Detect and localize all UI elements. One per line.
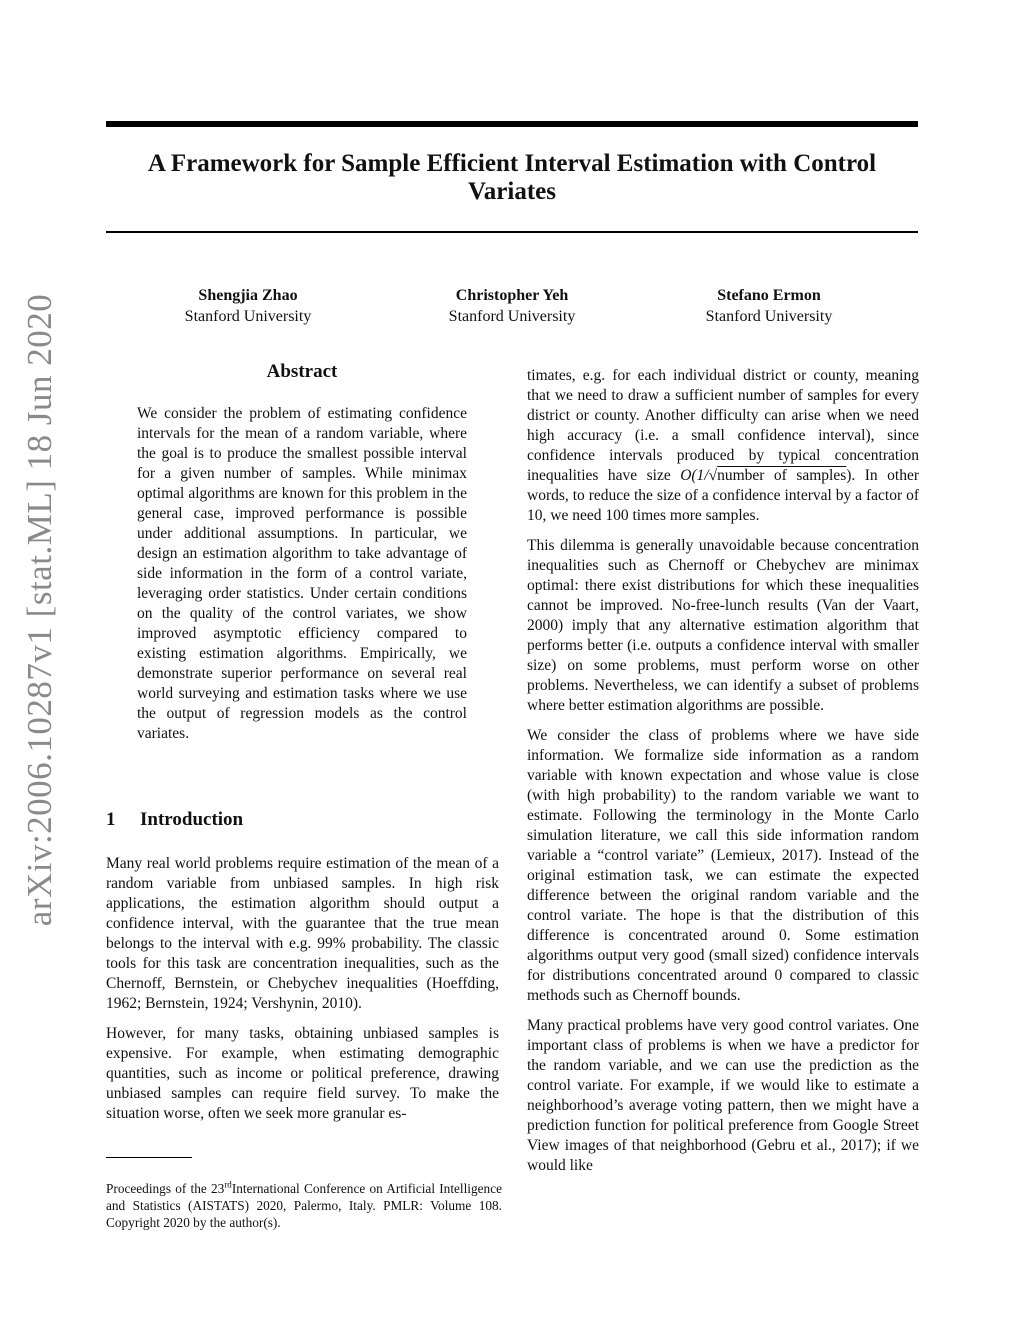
- author-affiliation: Stanford University: [184, 308, 312, 325]
- author-name: Stefano Ermon: [717, 287, 821, 304]
- right-column: [527, 366, 919, 1186]
- intro-paragraph-1: Many real world problems require estimation of the mean of a random variable from unbiased samples. In high risk applications, the estimation algorithm should output a confidence interval, with the guarantee that the true mean belongs to the interval with e.g. 99% probability. The classic tools for this task are concentration inequalities, such as the Chernoff, Bernstein, or Chebychev inequalities (Hoeffding, 1962; Bernstein, 1924; Vershynin, 2010).: [106, 855, 499, 1012]
- title-bottom-rule: [106, 231, 918, 233]
- paper-title: A Framework for Sample Efficient Interval Estimation with Control Variates: [147, 150, 877, 205]
- arxiv-stamp: arXiv:2006.10287v1 [stat.ML] 18 Jun 2020: [20, 293, 59, 927]
- complexity-formula: O(1/√number of samples): [680, 467, 852, 484]
- right-paragraph-1: timates, e.g. for each individual district or county, meaning that we need to draw a sufficient number of samples for every district or county. Another difficulty can arise when we need high accuracy (i.e. a small confidence interval), since confidence intervals produced by typical concentration inequalities have size O(1/√number of samples). In other words, to reduce the size of a confidence interval by a factor of 10, we need 100 times more samples.: [527, 367, 919, 524]
- author-2: [392, 285, 632, 327]
- author-affiliation: Stanford University: [705, 308, 833, 325]
- abstract-text: We consider the problem of estimating confidence intervals for the mean of a random variable, where the goal is to produce the smallest possible interval for a given number of samples. While minimax optimal algorithms are known for this problem in the general case, improved performance is possible under additional assumptions. In particular, we design an estimation algorithm to take advantage of side information in the form of a control variate, leveraging order statistics. Under certain conditions on the quality of the control variates, we show improved asymptotic efficiency compared to existing estimation algorithms. Empirically, we demonstrate superior performance on several real world surveying and estimation tasks where we use the output of regression models as the control variates.: [137, 405, 467, 742]
- author-name: Shengjia Zhao: [198, 287, 298, 304]
- section-title: Introduction: [140, 809, 244, 830]
- right-paragraph-3: We consider the class of problems where we have side information. We formalize side information as a random variable with known expectation and whose value is close (with high probability) to the random variable we want to estimate. Following the terminology in the Monte Carlo simulation literature, we call this side information random variable a “control variate” (Lemieux, 2017). Instead of the original estimation task, we can estimate the expected difference between the original random variable and the control variate. The hope is that the distribution of this difference is concentrated around 0. Some estimation algorithms output very good (small sized) confidence intervals for distributions concentrated around 0 compared to classic methods such as Chernoff bounds.: [527, 727, 919, 1004]
- abstract-heading: Abstract: [266, 361, 338, 382]
- introduction-section: [106, 810, 499, 1134]
- author-1: [128, 285, 368, 327]
- abstract-section: [137, 362, 467, 754]
- right-paragraph-4: Many practical problems have very good control variates. One important class of problems is when we have a predictor for the random variable, and we can use the prediction as the control variate. For example, if we would like to estimate a neighborhood’s average voting pattern, then we might have a prediction function for political preference from Google Street View images of that neighborhood (Gebru et al., 2017); if we would like: [527, 1017, 919, 1174]
- right-paragraph-2: This dilemma is generally unavoidable because concentration inequalities such as Chernoff or Chebychev are minimax optimal: there exist distributions for which these inequalities cannot be improved. No-free-lunch results (Van der Vaart, 2000) imply that any alternative estimation algorithm that performs better (i.e. outputs a confidence interval with smaller size) on some problems, must perform worse on other problems. Nevertheless, we can identify a subset of problems where better estimation algorithms are possible.: [527, 537, 919, 714]
- section-number: 1: [106, 809, 116, 830]
- footnote: Proceedings of the 23rdInternational Conference on Artificial Intelligence and Statistics (AISTATS) 2020, Palermo, Italy. PMLR: Volume 108. Copyright 2020 by the author(s).: [106, 1179, 502, 1230]
- section-heading: [106, 810, 499, 830]
- title-top-rule: [106, 121, 918, 127]
- footnote-rule: [106, 1157, 192, 1158]
- author-block: [106, 285, 918, 335]
- intro-paragraph-2: However, for many tasks, obtaining unbiased samples is expensive. For example, when estimating demographic quantities, such as income or political preference, drawing unbiased samples can require field survey. To make the situation worse, often we seek more granular es-: [106, 1025, 499, 1122]
- author-3: [649, 285, 889, 327]
- author-affiliation: Stanford University: [448, 308, 576, 325]
- author-name: Christopher Yeh: [455, 287, 569, 304]
